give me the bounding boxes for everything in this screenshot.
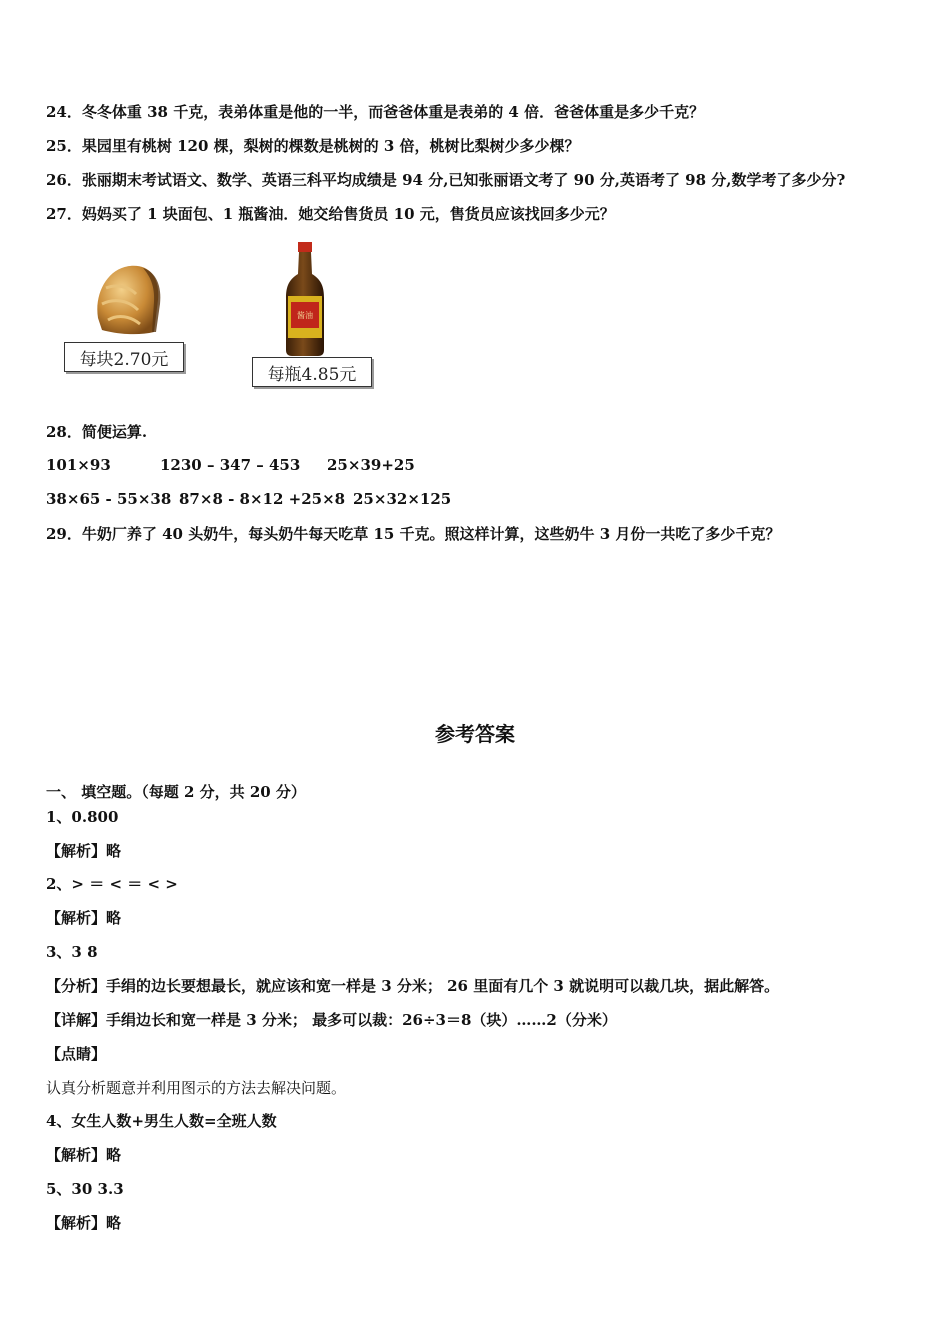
answer-3-analysis: 【分析】手绢的边长要想最长，就应该和宽一样是 3 分米； 26 里面有几个 3 就说明可以裁几块，据此解答。: [46, 977, 780, 995]
bread-price-tag: [64, 342, 184, 372]
answer-5-note: 【解析】略: [46, 1214, 122, 1232]
answer-2: 2、> ＝ < ＝ < >: [46, 875, 178, 893]
calc-expression: 38×65 - 55×38: [46, 490, 172, 508]
answer-3-comment-text: 认真分析题意并利用图示的方法去解决问题。: [46, 1079, 347, 1097]
answer-4: 4、女生人数+男生人数=全班人数: [46, 1112, 277, 1130]
answer-3-comment: 【点睛】: [46, 1045, 107, 1063]
soy-price-label: 每瓶4.85元: [267, 364, 357, 385]
question-29: 29．牛奶厂养了 40 头奶牛，每头奶牛每天吃草 15 千克。照这样计算，这些奶牛 3 月份一共吃了多少千克？: [46, 525, 781, 543]
question-25: 25．果园里有桃树 120 棵，梨树的棵数是桃树的 3 倍，桃树比梨树少多少棵？: [46, 137, 580, 155]
calc-expression: 1230 – 347 – 453: [160, 456, 301, 474]
soy-sauce-bottle-image: [282, 240, 328, 358]
answer-1-note: 【解析】略: [46, 842, 122, 860]
question-28: 28．简便运算.: [46, 423, 148, 441]
bread-price-label: 每块2.70元: [79, 349, 169, 370]
answer-1: 1、0.800: [46, 808, 119, 826]
answer-2-note: 【解析】略: [46, 909, 122, 927]
answers-section-1: 一、 填空题。（每题 2 分，共 20 分）: [46, 783, 306, 801]
answer-4-note: 【解析】略: [46, 1146, 122, 1164]
bread-image: [88, 258, 168, 338]
question-24: 24．冬冬体重 38 千克，表弟体重是他的一半，而爸爸体重是表弟的 4 倍．爸爸体重是多少千克？: [46, 103, 705, 121]
question-27: 27．妈妈买了 1 块面包、1 瓶酱油．她交给售货员 10 元，售货员应该找回多少元？: [46, 205, 615, 223]
calc-expression: 25×32×125: [353, 490, 452, 508]
calc-expression: 25×39+25: [327, 456, 415, 474]
calc-expression: 101×93: [46, 456, 111, 474]
answer-3: 3、3 8: [46, 943, 98, 961]
answers-title: 参考答案: [435, 722, 515, 746]
soy-sauce-label-text: 酱油: [297, 311, 313, 320]
calc-row-2: [46, 489, 452, 509]
calc-row-1: [46, 455, 446, 475]
answer-3-detail: 【详解】手绢边长和宽一样是 3 分米； 最多可以裁：26÷3＝8（块）……2（分米）: [46, 1011, 617, 1029]
soy-price-tag: [252, 357, 372, 387]
answer-5: 5、30 3.3: [46, 1180, 124, 1198]
calc-expression: 87×8 - 8×12 +25×8: [179, 490, 346, 508]
question-26: 26．张丽期末考试语文、数学、英语三科平均成绩是 94 分,已知张丽语文考了 90 分,英语考了 98 分,数学考了多少分?: [46, 171, 846, 189]
